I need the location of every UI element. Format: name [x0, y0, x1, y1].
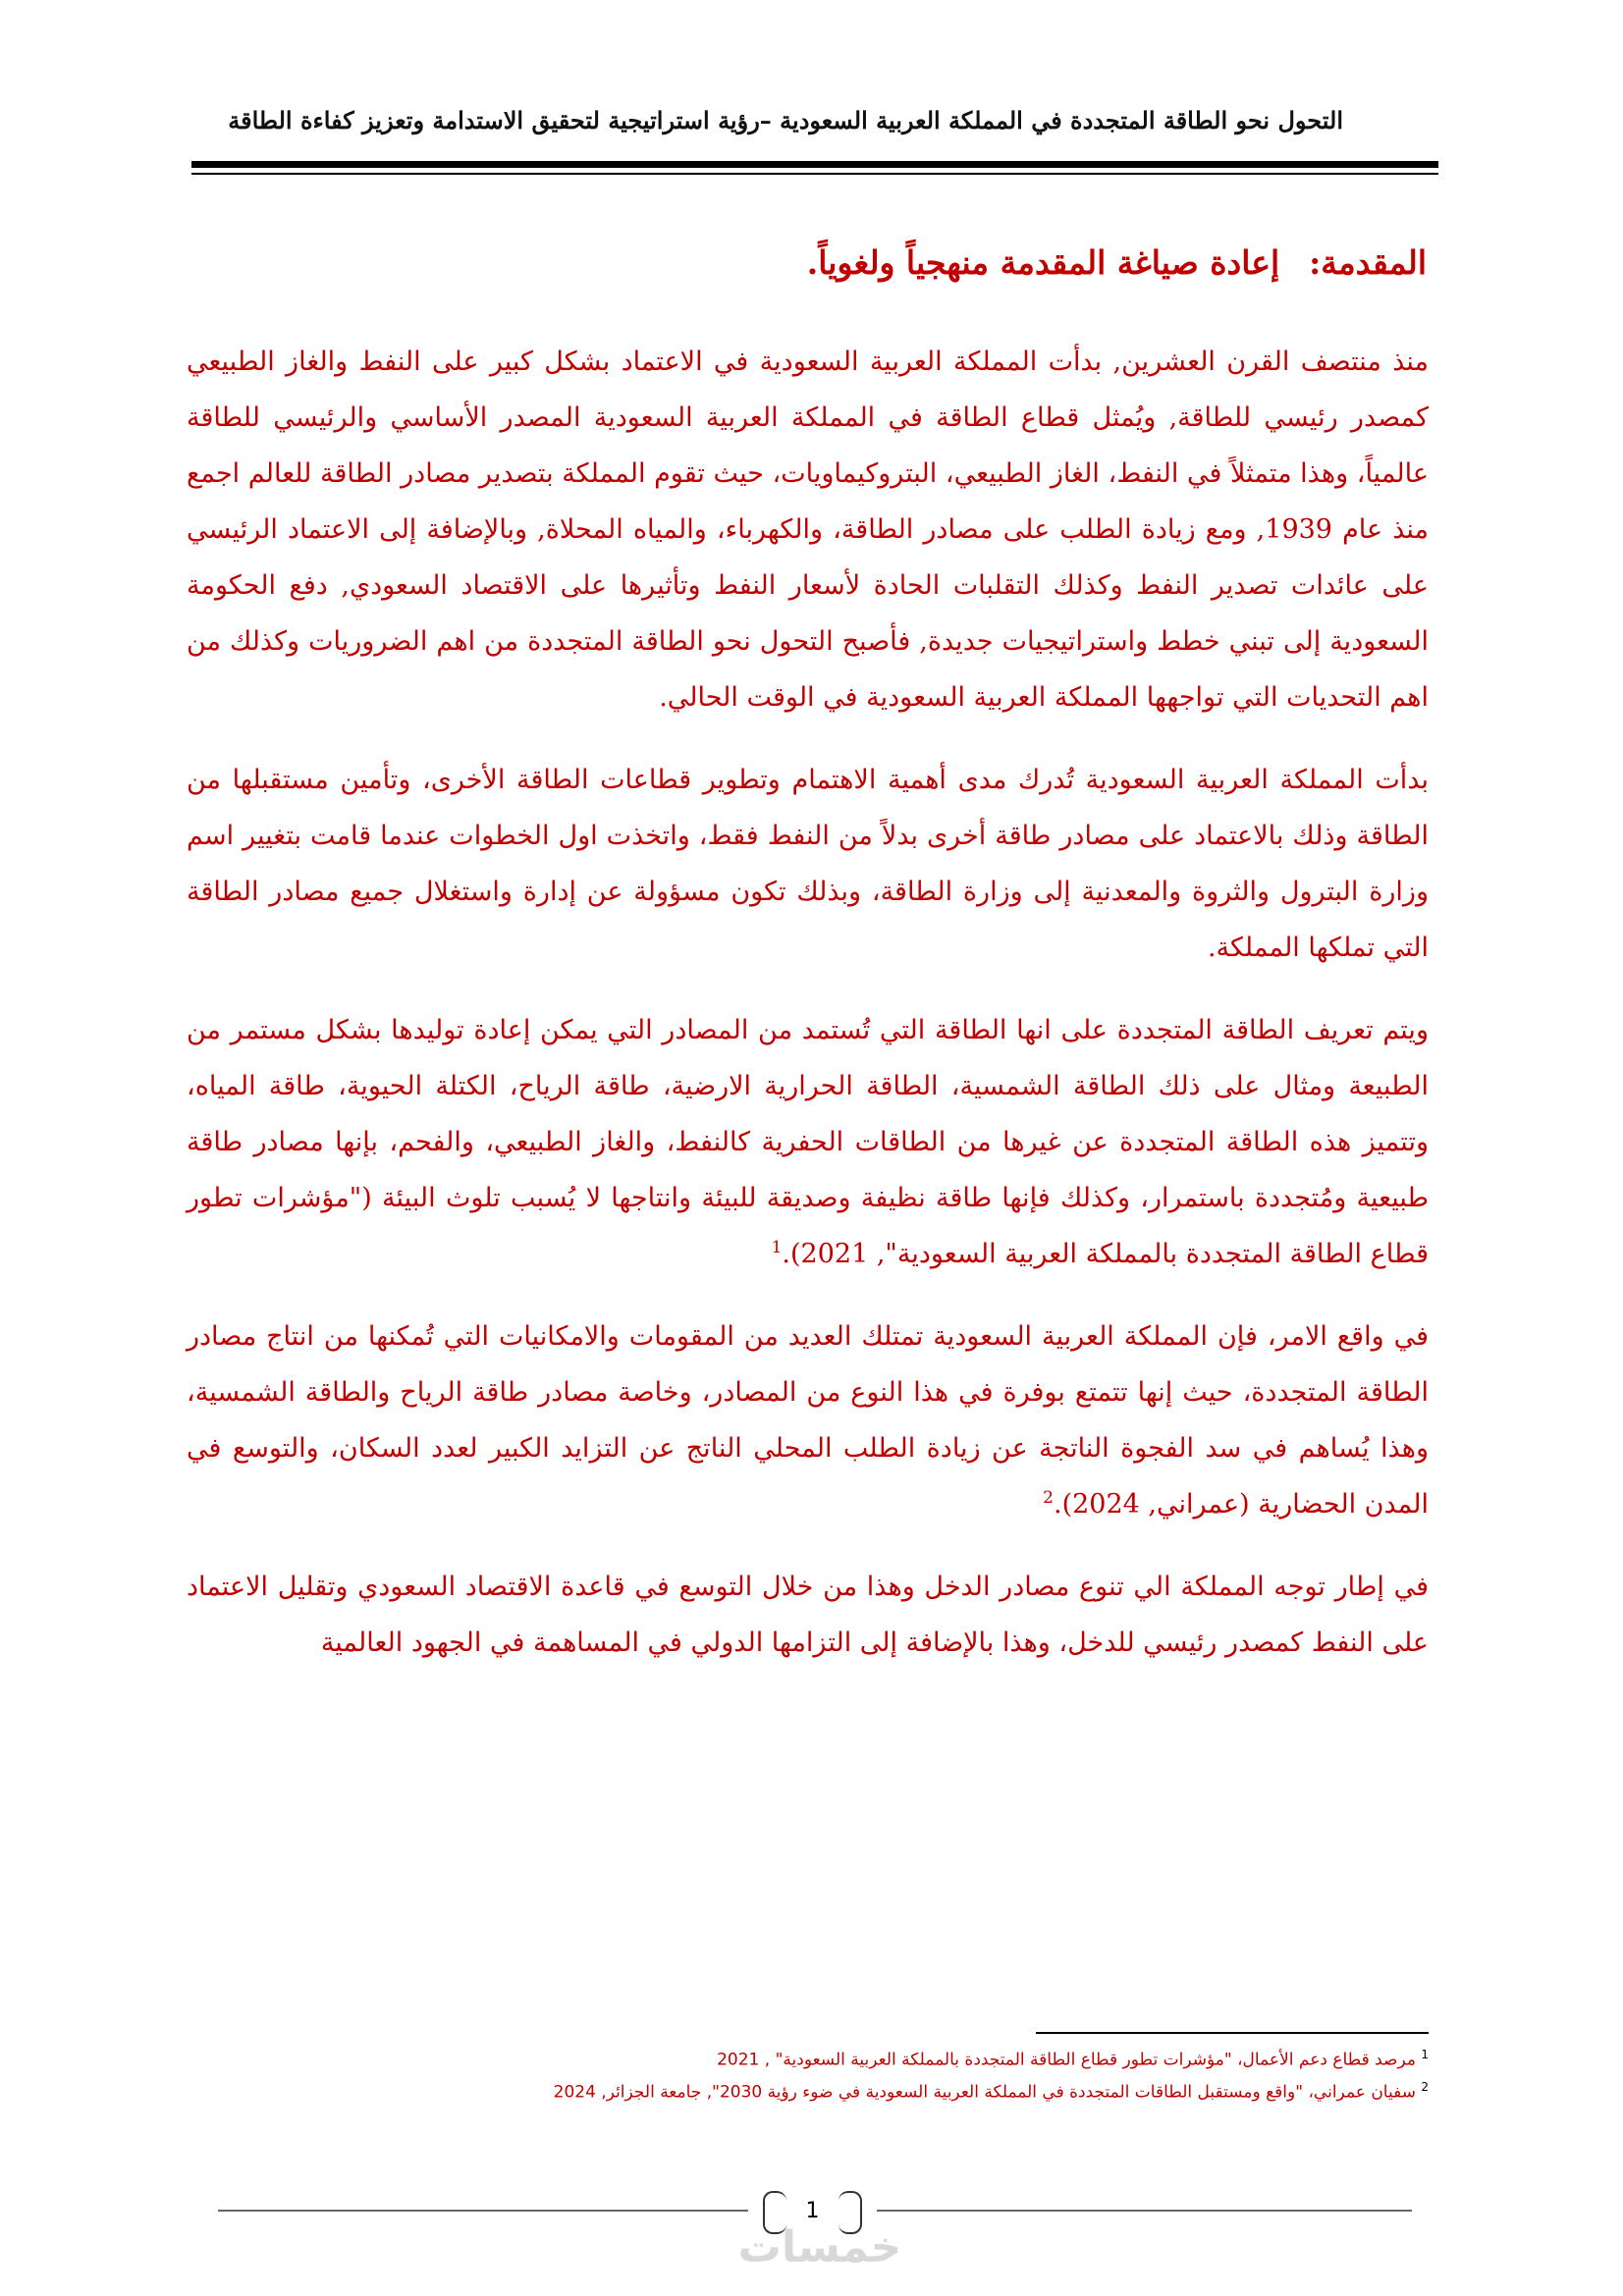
footnote-1	[187, 2042, 1429, 2074]
paragraph-3-text: ويتم تعريف الطاقة المتجددة على انها الطاقة التي تُستمد من المصادر التي يمكن إعادة توليدها بشكل مستمر من الطبيعة ومثال على ذلك الطاقة الشمسية، الطاقة الحرارية الارضية، طاقة الرياح، الكتلة الحيوية، طاقة المياه، وتتميز هذه الطاقة المتجددة عن غيرها من الطاقات الحفرية كالنفط، والغاز الطبيعي، والفحم، بإنها مصادر طاقة طبيعية ومُتجددة باستمرار، وكذلك فإنها طاقة نظيفة وصديقة للبيئة وانتاجها لا يُسبب تلوث البيئة ("مؤشرات تطور قطاع الطاقة المتجددة بالمملكة العربية السعودية", 2021).	[187, 1015, 1429, 1269]
paragraph-5: في إطار توجه المملكة الي تنوع مصادر الدخل وهذا من خلال التوسع في قاعدة الاقتصاد السعودي وتقليل الاعتماد على النفط كمصدر رئيسي للدخل، وهذا بالإضافة إلى التزامها الدولي في المساهمة في الجهود العالمية	[187, 1572, 1429, 1658]
footnote-2-number: 2	[1421, 2079, 1429, 2094]
footer-line-left	[218, 2210, 748, 2212]
footnote-1-number: 1	[1421, 2048, 1429, 2061]
running-header-title: التحول نحو الطاقة المتجددة في المملكة العربية السعودية –رؤية استراتيجية لتحقيق الاستدامة وتعزيز كفاءة الطاقة	[228, 106, 1343, 134]
paragraph-2: بدأت المملكة العربية السعودية تُدرك مدى أهمية الاهتمام وتطوير قطاعات الطاقة الأخرى، وتأمين مستقبلها من الطاقة وذلك بالاعتماد على مصادر طاقة أخرى بدلاً من النفط فقط، واتخذت اول الخطوات عندما قامت بتغيير اسم وزارة البترول والثروة والمعدنية إلى وزارة الطاقة، وبذلك تكون مسؤولة عن إدارة واستغلال جميع مصادر الطاقة التي تملكها المملكة.	[187, 765, 1429, 963]
paragraph-4	[187, 1308, 1429, 1532]
footnotes	[187, 2042, 1429, 2106]
footnote-separator	[1036, 2032, 1429, 2034]
body-text	[187, 334, 1429, 1697]
footnote-2-text: سفيان عمراني، "واقع ومستقبل الطاقات المتجددة في المملكة العربية السعودية في ضوء رؤية 2030", جامعة الجزائر, 2024	[553, 2082, 1416, 2103]
paragraph-1: منذ منتصف القرن العشرين, بدأت المملكة العربية السعودية في الاعتماد بشكل كبير على النفط والغاز الطبيعي كمصدر رئيسي للطاقة, ويُمثل قطاع الطاقة في المملكة العربية السعودية المصدر الأساسي والرئيسي للطاقة عالمياً، وهذا متمثلاً في النفط، الغاز الطبيعي، البتروكيماويات، حيث تقوم المملكة بتصدير مصادر الطاقة للعالم اجمع منذ عام 1939, ومع زيادة الطلب على مصادر الطاقة، والكهرباء، والمياه المحلاة, وبالإضافة إلى الاعتماد الرئيسي على عائدات تصدير النفط وكذلك التقلبات الحادة لأسعار النفط وتأثيرها على الاقتصاد السعودي, دفع الحكومة السعودية إلى تبني خطط واستراتيجيات جديدة, فأصبح التحول نحو الطاقة المتجددة من اهم الضروريات وكذلك من اهم التحديات التي تواجهها المملكة العربية السعودية في الوقت الحالي.	[187, 347, 1429, 713]
paragraph-4-text: في واقع الامر، فإن المملكة العربية السعودية تمتلك العديد من المقومات والامكانيات التي تُمكنها من انتاج مصادر الطاقة المتجددة، حيث إنها تتمتع بوفرة في هذا النوع من المصادر، وخاصة مصادر طاقة الرياح والطاقة الشمسية، وهذا يُساهم في سد الفجوة الناتجة عن زيادة الطلب المحلي الناتج عن التزايد الكبير لعدد السكان، والتوسع في المدن الحضارية (عمراني, 2024).	[187, 1321, 1429, 1520]
footnote-1-text: مرصد قطاع دعم الأعمال، "مؤشرات تطور قطاع الطاقة المتجددة بالمملكة العربية السعودية" , 2021	[717, 2050, 1416, 2070]
paragraph-3	[187, 1002, 1429, 1282]
footnote-ref-1[interactable]: 1	[771, 1238, 783, 1257]
section-label: المقدمة:	[1309, 243, 1427, 282]
footnote-2	[187, 2074, 1429, 2107]
footer-line-right	[877, 2210, 1412, 2212]
watermark-logo: خمسات	[737, 2222, 902, 2272]
section-title: إعادة صياغة المقدمة منهجياً ولغوياً.	[806, 243, 1280, 282]
footnote-ref-2[interactable]: 2	[1043, 1488, 1054, 1508]
page-number: 1	[751, 2189, 874, 2234]
header-rule-thick	[191, 161, 1438, 168]
header-rule-thin	[191, 173, 1438, 175]
section-heading	[189, 243, 1427, 282]
